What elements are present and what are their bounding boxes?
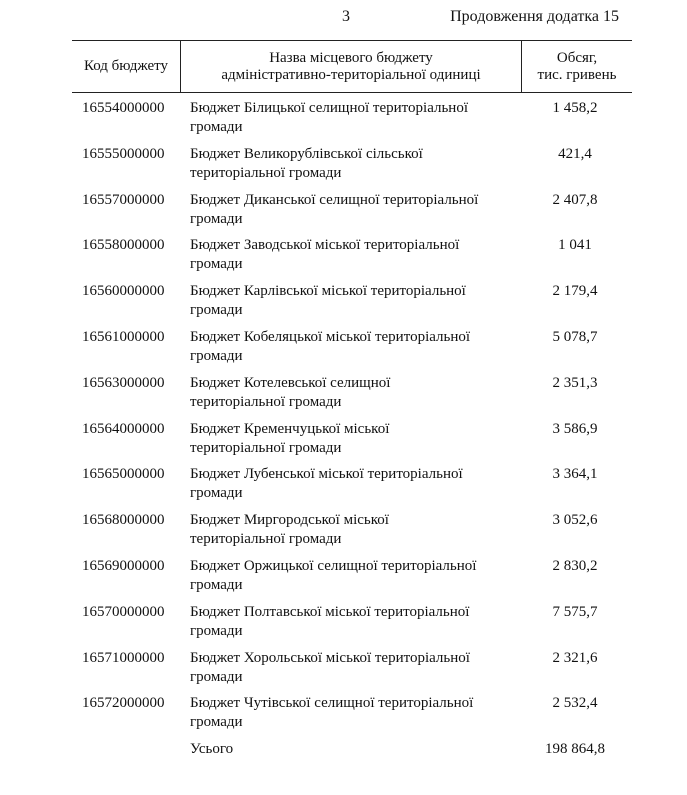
budget-name-line2: територіальної громади bbox=[190, 531, 342, 548]
budget-name bbox=[180, 649, 520, 695]
total-row bbox=[72, 740, 632, 766]
budget-name-line1: Бюджет Хорольської міської територіальної bbox=[190, 649, 470, 666]
budget-amount: 3 586,9 bbox=[552, 420, 598, 437]
budget-name-line2: громади bbox=[190, 256, 243, 273]
budget-code: 16571000000 bbox=[82, 649, 165, 666]
budget-name-line2: громади bbox=[190, 347, 243, 364]
budget-name bbox=[180, 557, 520, 603]
table-row bbox=[72, 557, 632, 603]
budget-amount: 5 078,7 bbox=[552, 328, 598, 345]
budget-name bbox=[180, 420, 520, 466]
budget-name-line1: Бюджет Великорублівської сільської bbox=[190, 145, 423, 162]
budget-code: 16555000000 bbox=[82, 145, 165, 162]
budget-name bbox=[180, 328, 520, 374]
budget-amount: 1 041 bbox=[558, 237, 592, 254]
budget-name bbox=[180, 145, 520, 191]
budget-name bbox=[180, 191, 520, 237]
table-row bbox=[72, 282, 632, 328]
total-amount: 198 864,8 bbox=[545, 741, 605, 758]
header-name-line1: Назва місцевого бюджету bbox=[269, 49, 433, 66]
budget-code: 16557000000 bbox=[82, 191, 165, 208]
budget-code: 16561000000 bbox=[82, 328, 165, 345]
budget-name-line2: територіальної громади bbox=[190, 393, 342, 410]
budget-code: 16564000000 bbox=[82, 420, 165, 437]
budget-name-line2: громади bbox=[190, 622, 243, 639]
budget-table bbox=[72, 40, 632, 766]
budget-amount: 2 532,4 bbox=[552, 695, 598, 712]
header-name bbox=[180, 41, 522, 92]
table-row bbox=[72, 420, 632, 466]
budget-code: 16560000000 bbox=[82, 283, 165, 300]
budget-name-line1: Бюджет Котелевської селищної bbox=[190, 374, 391, 391]
budget-name-line2: територіальної громади bbox=[190, 439, 342, 456]
budget-name-line2: громади bbox=[190, 302, 243, 319]
budget-name-line1: Бюджет Кобеляцької міської територіальної bbox=[190, 328, 471, 345]
header-name-line2: адміністративно-територіальної одиниці bbox=[221, 66, 481, 83]
table-row bbox=[72, 145, 632, 191]
header-code: Код бюджету bbox=[83, 58, 169, 74]
budget-code: 16568000000 bbox=[82, 512, 165, 529]
budget-amount: 2 179,4 bbox=[552, 283, 598, 300]
budget-name-line2: громади bbox=[190, 210, 243, 227]
budget-name bbox=[180, 236, 520, 282]
budget-amount: 421,4 bbox=[558, 145, 592, 162]
table-row bbox=[72, 465, 632, 511]
budget-name-line1: Бюджет Білицької селищної територіальної bbox=[190, 100, 469, 116]
table-row bbox=[72, 603, 632, 649]
table-row bbox=[72, 328, 632, 374]
budget-amount: 2 321,6 bbox=[552, 649, 598, 666]
budget-amount: 3 364,1 bbox=[552, 466, 598, 483]
budget-name bbox=[180, 694, 520, 740]
header-amount-line1: Обсяг, bbox=[556, 49, 598, 66]
budget-name-line2: територіальної громади bbox=[190, 164, 342, 181]
budget-name bbox=[180, 374, 520, 420]
budget-name bbox=[180, 511, 520, 557]
budget-amount: 3 052,6 bbox=[552, 512, 598, 529]
header-amount bbox=[522, 41, 632, 92]
budget-code: 16565000000 bbox=[82, 466, 165, 483]
budget-amount: 2 407,8 bbox=[552, 191, 598, 208]
continuation-label: Продовження додатка 15 bbox=[450, 8, 619, 25]
budget-name bbox=[180, 603, 520, 649]
table-row bbox=[72, 694, 632, 740]
header-amount-line2: тис. гривень bbox=[537, 66, 617, 83]
budget-name-line1: Бюджет Миргородської міської bbox=[190, 512, 389, 529]
budget-code: 16558000000 bbox=[82, 237, 165, 254]
table-header bbox=[72, 40, 632, 93]
budget-amount: 1 458,2 bbox=[552, 100, 598, 116]
page-number: 3 bbox=[342, 8, 350, 25]
budget-name-line1: Бюджет Заводської міської територіальної bbox=[190, 237, 460, 254]
total-label: Усього bbox=[190, 741, 234, 758]
budget-name-line1: Бюджет Диканської селищної територіальної bbox=[190, 191, 479, 208]
budget-name bbox=[180, 465, 520, 511]
budget-name-line2: громади bbox=[190, 714, 243, 731]
budget-name bbox=[180, 282, 520, 328]
budget-name-line2: громади bbox=[190, 668, 243, 685]
table-row bbox=[72, 236, 632, 282]
budget-name-line1: Бюджет Полтавської міської територіальної bbox=[190, 603, 470, 620]
table-row bbox=[72, 374, 632, 420]
budget-amount: 7 575,7 bbox=[552, 603, 598, 620]
budget-code: 16563000000 bbox=[82, 374, 165, 391]
budget-name-line1: Бюджет Лубенської міської територіальної bbox=[190, 466, 463, 483]
budget-code: 16554000000 bbox=[82, 100, 165, 116]
table-row bbox=[72, 191, 632, 237]
budget-code: 16572000000 bbox=[82, 695, 165, 712]
budget-code: 16569000000 bbox=[82, 557, 165, 574]
budget-name-line2: громади bbox=[190, 485, 243, 502]
table-row bbox=[72, 99, 632, 145]
budget-amount: 2 830,2 bbox=[552, 557, 598, 574]
budget-name-line1: Бюджет Чутівської селищної територіальної bbox=[190, 695, 474, 712]
budget-name bbox=[180, 99, 520, 145]
budget-name-line1: Бюджет Карлівської міської територіальної bbox=[190, 283, 466, 300]
budget-amount: 2 351,3 bbox=[552, 374, 598, 391]
table-row bbox=[72, 511, 632, 557]
budget-name-line1: Бюджет Кременчуцької міської bbox=[190, 420, 390, 437]
budget-name-line1: Бюджет Оржицької селищної територіальної bbox=[190, 557, 477, 574]
table-row bbox=[72, 649, 632, 695]
budget-name-line2: громади bbox=[190, 576, 243, 593]
table-body bbox=[72, 93, 632, 740]
budget-name-line2: громади bbox=[190, 119, 243, 135]
budget-code: 16570000000 bbox=[82, 603, 165, 620]
